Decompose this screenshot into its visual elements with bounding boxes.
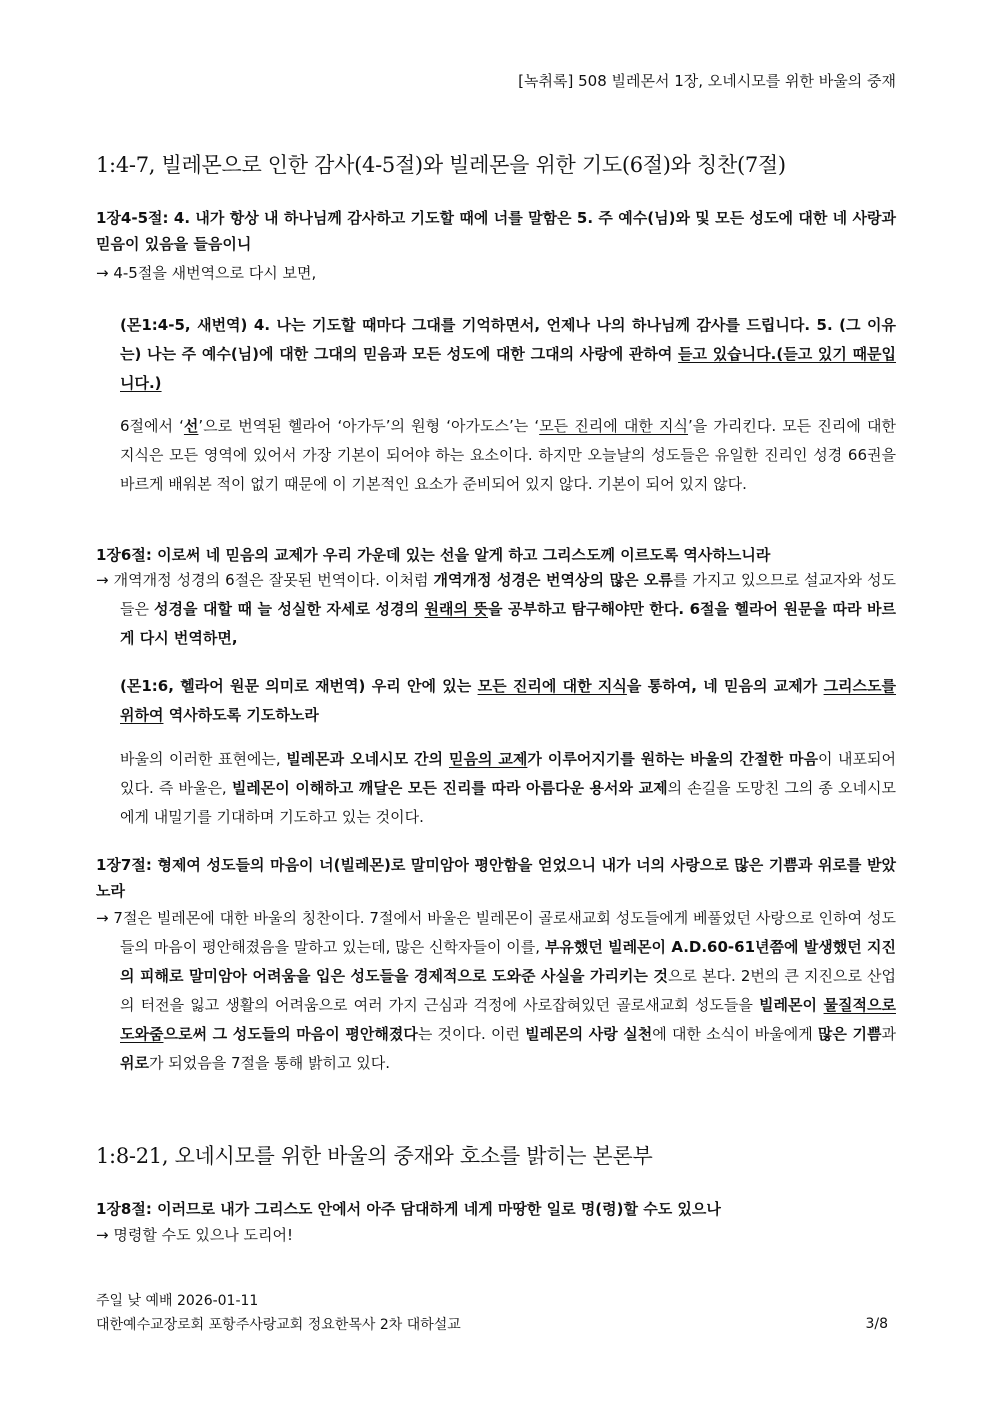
text: 는 것이다. 이런	[417, 1025, 526, 1043]
bold-text: 개역개정 성경은 번역상의 많은 오류	[433, 571, 673, 589]
underlined-text: 믿음의 교제	[448, 750, 528, 768]
quote-philemon-4-5	[120, 311, 896, 398]
text: 6절에서 ‘	[120, 417, 184, 435]
underlined-text: 물질적으로 도와줌	[120, 996, 896, 1043]
verse-1-8: 1장8절: 이러므로 내가 그리스도 안에서 아주 담대하게 네게 마땅한 일로 명(령)할 수도 있으나	[96, 1200, 721, 1218]
text: 의 손길을 도망친 그의 종 오네시모에게 내밀기를 기대하며 기도하고 있는 것이다.	[120, 779, 896, 826]
text: 를 가지고 있으므로 설교자와 성도들은	[120, 571, 896, 618]
text: → 7절은 빌레몬에 대한 바울의 칭찬이다. 7절에서 바울은 빌레몬이 골로새교회 성도들에게 베풀었던 사랑으로 인하여 성도들의 마음이 평안해졌음을 말하고 있는데, 많은 신학자들이 이를,	[96, 909, 896, 956]
text: 가 되었음을 7절을 통해 밝히고 있다.	[148, 1054, 390, 1072]
text: 에 대한 소식이 바울에게	[652, 1025, 818, 1043]
footer-service-date: 주일 낮 예배 2026-01-11	[96, 1293, 259, 1309]
underlined-text: 원래의 뜻	[424, 600, 488, 618]
footer-church-info: 대한예수교장로회 포항주사랑교회 정요한목사 2차 대하설교	[96, 1317, 461, 1333]
text: → 개역개정 성경의 6절은 잘못된 번역이다. 이처럼	[96, 571, 434, 589]
bold-text: 빌레몬이 이해하고 깨달은 모든 진리를 따라 아름다운 용서와 교제	[231, 779, 668, 797]
bold-text: 부유했던 빌레몬이 A.D.60-61년쯤에 발생했던 지진의 피해로 말미암아 어려움을 입은 성도들을 경제적으로 도와준 사실을 가리키는 것	[120, 938, 896, 985]
quote-text: 을 통하여, 네 믿음의 교제가	[626, 677, 824, 695]
text: 이 내포되어 있다. 즉 바울은,	[120, 750, 896, 797]
bold-text: 을 공부하고 탐구해야만 한다. 6절을 헬라어 원문을 따라 바르게 다시 번역하면,	[120, 600, 896, 647]
text: 으로 본다. 2번의 큰 지진으로 산업의 터전을 잃고 생활의 어려움으로 여러 가지 근심과 걱정에 사로잡혀있던 골로새교회 성도들을	[120, 967, 896, 1014]
text: 과	[881, 1025, 896, 1043]
verse-1-6-commentary	[96, 566, 896, 653]
text: ’을 가리킨다. 모든 진리에 대한 지식은 모든 영역에 있어서 가장 기본이 되어야 하는 요소이다. 하지만 오늘날의 성도들은 유일한 진리인 성경 66권을 바르게 배워본 적이 없기 때문에 이 기본적인 요소가 준비되어 있지 않다. 기본이 되어 있지 않다.	[120, 417, 896, 493]
bold-text: 빌레몬이	[758, 996, 824, 1014]
section-title-1-8-21: 1:8-21, 오네시모를 위한 바울의 중재와 호소를 밝히는 본론부	[96, 1144, 653, 1168]
quote-underlined-text: 그리스도를 위하여	[120, 677, 897, 724]
verse-1-4-5-note: → 4-5절을 새번역으로 다시 보면,	[96, 264, 317, 282]
bold-text: 으로써 그 성도들의 마음이 평안해졌다	[163, 1025, 418, 1043]
verse-1-6: 1장6절: 이로써 네 믿음의 교제가 우리 가운데 있는 선을 알게 하고 그리스도께 이르도록 역사하느니라	[96, 546, 771, 564]
section-title-1-4-7: 1:4-7, 빌레몬으로 인한 감사(4-5절)와 빌레몬을 위한 기도(6절)와 칭찬(7절)	[96, 153, 786, 177]
underlined-text: 모든 진리에 대한 지식	[539, 417, 689, 435]
verse-1-4-5: 1장4-5절: 4. 내가 항상 내 하나님께 감사하고 기도할 때에 너를 말함은 5. 주 예수(님)와 및 모든 성도에 대한 네 사랑과 믿음이 있음을 들음이니	[96, 209, 896, 253]
quote-underlined-text: 모든 진리에 대한 지식	[477, 677, 627, 695]
bold-text: 성경을 대할 때 늘 성실한 자세로 성경의	[154, 600, 425, 618]
text: ’으로 번역된 헬라어 ‘아가두’의 원형 ‘아가도스’는 ‘	[198, 417, 540, 435]
bold-text: 빌레몬의 사랑 실천	[525, 1025, 653, 1043]
verse-1-8-note: → 명령할 수도 있으나 도리어!	[96, 1226, 294, 1244]
quote-philemon-6	[120, 672, 896, 730]
running-header: [녹취록] 508 빌레몬서 1장, 오네시모를 위한 바울의 중재	[518, 72, 896, 90]
quote-text: 역사하도록 기도하노라	[163, 706, 319, 724]
bold-text: 가 이루어지기를 원하는 바울의 간절한 마음	[527, 750, 819, 768]
quote-text: (몬1:6, 헬라어 원문 의미로 재번역) 우리 안에 있는	[120, 677, 478, 695]
text: 바울의 이러한 표현에는,	[120, 750, 287, 768]
paragraph-agathos	[120, 412, 896, 499]
quote-underlined-text: 듣고 있습니다.(듣고 있기 때문입니다.)	[120, 345, 897, 392]
bold-text: 빌레몬과 오네시모 간의	[286, 750, 449, 768]
bold-text: 위로	[120, 1054, 149, 1072]
quote-text: (몬1:4-5, 새번역) 4. 나는 기도할 때마다 그대를 기억하면서, 언제나 나의 하나님께 감사를 드립니다. 5. (그 이유는) 나는 주 예수(님)에 대한 그대의 믿음과 모든 성도에 대한 그대의 사랑에 관하여	[120, 316, 896, 363]
verse-1-7-commentary	[96, 904, 896, 1078]
verse-1-7: 1장7절: 형제여 성도들의 마음이 너(빌레몬)로 말미암아 평안함을 얻었으니 내가 너의 사랑으로 많은 기쁨과 위로를 받았노라	[96, 856, 896, 900]
underlined-text: 선	[183, 417, 199, 435]
page-number: 3/8	[865, 1316, 888, 1332]
paragraph-fellowship	[120, 745, 896, 832]
bold-text: 많은 기쁨	[817, 1025, 882, 1043]
